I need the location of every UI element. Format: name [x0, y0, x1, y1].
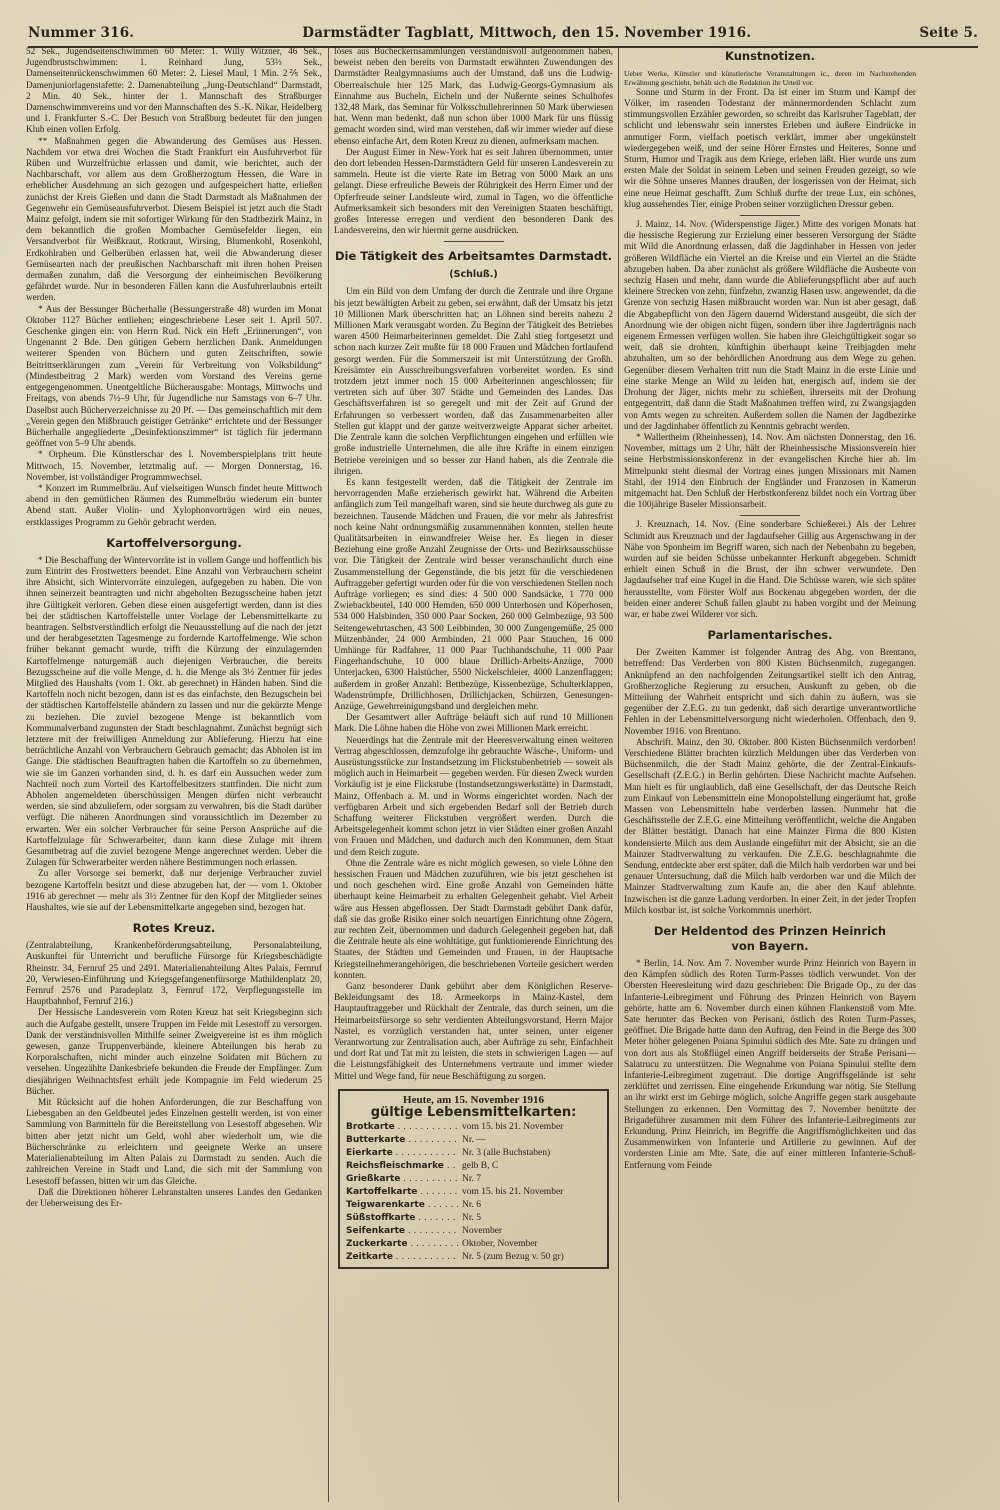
ration-value: gelb B, C — [462, 1161, 499, 1172]
divider — [444, 241, 504, 242]
page-number: Seite 5. — [919, 25, 978, 41]
ration-row — [346, 1173, 601, 1186]
ration-value: November — [462, 1226, 503, 1237]
ration-value: vom 15. bis 21. November — [462, 1187, 564, 1198]
ration-label: Teigwarenkarte . . . — [346, 1199, 458, 1212]
article-rotes-kreuz-addresses: (Zentralabteilung, Krankenbeförderungsabteilung, Personalabteilung, Auskunftei für Unterricht und berufliche Fürsorge für Kriegsbeschädigte Rheinstr. 34, Fernruf 25 und 2491. Materialienabteilung Altes Palais, Fernruf 20, Verwiesen-Einführung und Kriegsgefangenenfürsorge Mathildenplatz 20, Fernruf 2576 und Paradeplatz 3, Fernruf 172, Verpflegungsstelle im Hauptbahnhof, Fernruf 216.) — [26, 941, 322, 1008]
ration-label: Grießkarte . . . — [346, 1173, 458, 1186]
article-buecherhalle: * Aus der Bessunger Bücherhalle (Bessungerstraße 48) wurden im Monat Oktober 1127 Bücher entliehen; eingeschriebene Leser seit 1. April 507. Geschenke gingen ein: von Herrn Rud. Nick ein Heft „Erinnerungen“, von Ungenannt 2 Bde. Den gütigen Gebern herzlichen Dank. Anmeldungen weiterer Spenden von Büchern und guten Zeitschriften, sowie Beitrittserklärungen zum „Verein für Verbreitung von Volksbildung“ (Mindestbeitrag 2 Mark) werden vom Vorstand des Vereins gerne entgegengenommen. Unentgeltliche Bücherausgabe: Montags, Mittwochs und Freitags, von abends 7½–9 Uhr, für Jugendliche nur Samstags von 6–7 Uhr. Daselbst auch Bücherverzeichnisse zu 20 Pf. — Das gemeinschaftlich mit dem „Verein gegen den Mißbrauch geistiger Getränke“ errichtete und der Bessunger Bücherhalle angegliederte „Desinfektionszimmer“ ist täglich für jedermann geöffnet von 5–9 Uhr abends. — [26, 304, 322, 450]
ration-value: Nr. 6 — [462, 1200, 481, 1211]
heading-rotes-kreuz: Rotes Kreuz. — [132, 921, 216, 936]
ration-card-box — [338, 1089, 609, 1269]
heading-kunstnotizen: Kunstnotizen. — [724, 49, 815, 63]
ration-row — [346, 1121, 601, 1134]
article-kreuznach: J. Kreuznach, 14. Nov. (Eine sonderbare Schießerei.) Als der Lehrer Schmidt aus Kreuznach und der Jagdaufseher Gillig aus Argenschwang in der Nähe von Sponheim im Begriff waren, sich nach der Nebenbahn zu begeben, wurden auf sie beiden Schüsse unbekannter Herkunft abgegeben. Schmidt erhielt einen Schuß in die Brust, der ihn schwer verwundete. Den Jagdaufseher traf eine Kugel in die Hand. Die Schüsse waren, wie sich später herausstellte, vom Förster Wolf aus Bockenau abgegeben worden, der die beiden einer anderer Schuß fallen glaubt zu haben vorgibt und der Meinung war, er habe zwei Wilderer vor sich. — [624, 520, 916, 620]
ration-row — [346, 1199, 601, 1212]
column-2 — [334, 47, 613, 1502]
ration-row — [346, 1134, 601, 1147]
article-orpheum: * Orpheum. Die Künstlerschar des I. Novemberspielplans tritt heute Mittwoch, 15. November, letztmalig auf. — Morgen Donnerstag, 16. November, ist vollständiger Programmwechsel. — [26, 450, 322, 483]
article-arbeitsamt-3: Der Gesamtwert aller Aufträge beläuft sich auf rund 10 Millionen Mark. Die Löhne haben die Höhe von zwei Millionen Mark erreicht. — [334, 713, 613, 735]
article-gemuese: ** Maßnahmen gegen die Abwanderung des Gemüses aus Hessen. Nachdem vor etwa drei Wochen die Stadt Frankfurt ein Ausfuhrverbot für Rüben und Wurzelfrüchte erlassen und damit, wie berichtet, auch der Nachbarschaft, vor allem aus dem Großherzogtum Hessen, die Ware in erheblicher Ausdehnung an sich gezogen und aufgespeichert hatte, erließen zunächst der Kreis Gießen und dann die Stadt Darmstadt als Maßnahmen der Gegenwehr ein Gemüseausfuhrverbot. Diesem Beispiel ist jetzt auch die Stadt Mainz gefolgt, indem sie mit sofortiger Wirkung für den Stadtbezirk Mainz, in dem bekanntlich die großen Mombacher Gemüsefelder liegen, ein Versandverbot für Weißkraut, Rotkraut, Wirsing, Blumenkohl, Rosenkohl, Erdkohlraben und Gelberüben erlassen hat, weil die Abwanderung dieser Gemüsearten nach der preußischen Nachbarschaft mit ihren hohen Preisen dermaßen zunahm, daß die Versorgung der einheimischen Bevölkerung gefährdet wurde. Nur in besonderen Fällen kann die Ausfuhrerlaubnis erteilt werden. — [26, 136, 322, 304]
ration-label: Brotkarte . . . — [346, 1121, 458, 1134]
article-kartoffel-2: Zu aller Vorsorge sei bemerkt, daß nur derjenige Verbraucher zuviel bezogene Kartoffeln besitzt und diese abzugeben hat, der — vom 1. Oktober 1916 ab gerechnet — mehr als 3½ Zentner für den Kopf der Mitglieder seines Haushaltes, wie sie auf der Lebensmittelkarte angegeben sind, bezogen hat. — [26, 869, 322, 914]
column-rule — [618, 47, 619, 1502]
ration-label: Seifenkarte . . . — [346, 1225, 458, 1238]
heading-heldentod-2: von Bayern. — [731, 939, 809, 954]
article-arbeitsamt-5: Ohne die Zentrale wäre es nicht möglich gewesen, so viele Löhne den hessischen Frauen und Mädchen zuzuführen, wie bis jetzt geschehen ist und noch geschehen wird. Eine große Anzahl von Gemeinden hätte überhaupt keine Heimarbeit zu erhalten Gelegenheit gehabt. Viel Arbeit wäre aus Hessen abgeflossen. Der Stadt Darmstadt gebührt Dank dafür, daß sie das große Risiko einer solch neuartigen Einrichtung ohne Zögern, zur rechten Zeit, übernommen und dadurch Gelegenheit gegeben hat, daß die Zentrale heute als eine wohltätige, gut funktionierende Einrichtung des Staates, der Städten und Gemeinden und Frauen, in der Hauptsache Kriegsteilnehmerangehörigen, die beschriebenen Vorteile gesichert werden konnten. — [334, 858, 613, 981]
column-1 — [26, 47, 322, 1502]
divider — [740, 215, 800, 216]
article-wallertheim: * Wallertheim (Rheinhessen), 14. Nov. Am nächsten Donnerstag, den 16. November, mittags um 2 Uhr, hält der Rheinhessische Missionsverein hier seine Herbstmissionskonferenz in der evangelischen Kirche hier ab. Im Mittelpunkt steht diesmal der Vortrag eines jungen Missionars mit Namen Stahl, der 1914 den Einbruch der Engländer und Franzosen in Kamerun mitgemacht hat. Den Schluß der Herbstkonferenz bildet noch ein Vortrag über die 100jährige Baseler Missionsarbeit. — [624, 432, 916, 511]
issue-number: Nummer 316. — [28, 25, 135, 41]
article-arbeitsamt-4: Neuerdings hat die Zentrale mit der Heeresverwaltung einen weiteren Vertrag abgeschlossen, demzufolge ihr gebrauchte Wäsche-, Uniform- und Ausrüstungsstücke zur Instandsetzung im Flickstubenbetrieb — soweit als möglich auch in Heimarbeit — gegeben werden. Für diesen Zweck wurden Vorkäufig ist je eine Flickstube (Instandsetzungswerkstätte) in Darmstadt, Mainz, Offenbach a. M. und in Worms eingerichtet worden. Nach der verfügbaren Arbeit und sich ergebenden Bedarf soll der Betrieb durch Schaffung weiterer Flickstuben vergrößert werden. Durch die Arbeitsgelegenheit kommt schon jetzt in vier Städten einer großen Anzahl von Frauen und Mädchen, und dadurch auch den Kommunen, dem Staat und dem Reich zugute. — [334, 735, 613, 858]
ration-row — [346, 1186, 601, 1199]
ration-value: Oktober, November — [462, 1239, 538, 1250]
ration-label: Reichsfleischmarke . . . — [346, 1160, 458, 1173]
article-arbeitsamt-1: Um ein Bild von dem Umfang der durch die Zentrale und ihre Organe bis jetzt bewältigten Arbeit zu geben, sei erwähnt, daß der Umsatz bis jetzt 10 Millionen Mark überschritten hat; an Löhnen sind bereits nahezu 2 Millionen Mark verausgabt worden. Zu Beginn der Tätigkeit des Betriebes waren 4500 Heimarbeiterinnen gemeldet. Die Zahl stieg fortgesetzt und schon nach kurzer Zeit mußte für 18 000 Frauen und Mädchen fortlaufend gesorgt werden. Für die Sommerszeit ist mit Unterstützung der Großh. Kreisämter ein Ausschreibungsverfahren vorbereitet worden. Es sind trotzdem jetzt immer noch 15 000 Arbeiterinnen angeschlossen; für vertreten sich auf über 307 Städte und Gemeinden des Landes. Das Geschäftsverfahren ist so geregelt und mit der Zeit auf Grund der Erfahrungen so verbessert worden, daß das Zusammenarbeiten aller Stellen gut klappt und der ganze weitverzweigte Apparat sicher arbeitet. Die Zentrale kann die solchen Verpflichtungen eingehen und erfüllen wie große industrielle Unternehmen, die alle ihre Kräfte in einem einzigen Betriebe vereinigen und so besser zur Hand haben, als die Zentrale die ihrigen. — [334, 287, 613, 477]
article-eimer: Der August Eimer in New-York hat es seit Jahren übernommen, unter den dort lebenden Hessen-Darmstädtern Geld für unseren Landesverein zu sammeln. Heute ist die vierte Rate im Betrag von 5000 Mark an uns gelangt. Diese erfreuliche Beweis der Rührigkeit des Herrn Eimer und der Opferfreude seiner Landsleute wird, zumal in Tagen, wo die öffentliche Aufmerksamkeit sich besonders mit den Vereinigten Staaten beschäftigt, großes Interesse erregen und verdient den besonderen Dank des Landesvereins, den wir hiermit gerne ausdrücken. — [334, 147, 613, 237]
divider — [740, 515, 800, 516]
article-kartoffel-1: * Die Beschaffung der Wintervorräte ist in vollem Gange und hoffentlich bis zum Eintritt des Frostwetters beendet. Eine Anzahl von Verbrauchern scheint ihre Absicht, sich Wintervorräte einzulegen, aufgegeben zu haben. Die von ihnen seinerzeit beantragten und nicht abgeholten Bezugsscheine haben jetzt ihre Gültigkeit verloren. Geben diese einen ausgefertigt werden, dann ist dies bei der städtischen Kartoffelstelle unter Vorlage der Lebensmittelkarte zu beantragen. Selbstverständlich erfolgt die Neuausstellung auf die nach der jetzt und der herabgesetzten Tagesmenge zu fordernde Kartoffelmenge. Wie schon früher bekannt gemacht wurde, trifft die Kürzung der einzulagernden Kartoffelmenge naturgemäß auch diejenigen Verbraucher, die bereits Bezugsscheine auf die volle Menge, d. h. die Menge als 3½ Zentner für jedes Mitglied des Haushalts (vom 1. Okt. ab gerechnet) in Händen haben. Sind die Kartoffeln noch nicht bezogen, dann ist es das einfachste, den Bezugschein bei der städtischen Kartoffelstelle abändern zu lassen und nur die gekürzte Menge zu beziehen. Die zuviel bezogene Menge ist bekanntlich vom Kommunalverband zugunsten der Stadt beschlagnahmt. Zunächst begnügt sich letztere mit der freiwilligen Anmeldung zur Ablieferung. Hierzu hat eine beträchtliche Anzahl von Verbrauchern Gebrauch gemacht; das Abholen ist im Gange. Die städtischen Beauftragten haben die Kartoffeln so zu übernehmen, wie sie im Ganzen vorhanden sind, d. h. es darf ein Aussuchen weder zum Nachteil noch zum Vorteil des Kartoffelbesitzers stattfinden. Die nicht zum Abholen angemeldeten überschüssigen Mengen dürfen nicht verbraucht werden, sie sind abzuliefern, oder sorgsam zu verwahren, bis die Stadt darüber verfügt. Die näheren Anordnungen sind voraussichtlich im Dezember zu erwarten. Wer ein solcher Verbraucher für seine Person Ansprüche auf die Kartoffelzulage für Schwerarbeiter, dann kann diese Zulage mit ihrem Gesamtbetrag auf die zuviel bezogene Menge angerechnet werden. Ueber die Zulagen für Schwerarbeiter werden nähere Bestimmungen noch erlassen. — [26, 555, 322, 869]
column-rule — [328, 47, 329, 1502]
heading-kartoffelversorgung: Kartoffelversorgung. — [106, 535, 242, 550]
heading-arbeitsamt: Die Tätigkeit des Arbeitsamtes Darmstadt. — [334, 249, 613, 264]
article-bucheckern: löses aus Bucheckernsammlungen verständnisvoll aufgenommen haben, beweist neben den bereits von Darmstadt erwähnten Zuwendungen des Darmstädter Realgymnasiums auch der Umstand, daß uns die Ludwig-Oberrealschule hier 125 Mark, das Ludwig-Georgs-Gymnasium als Einnahme aus Bucheln, Eicheln und der Nußernte seines Schulhofes 132,48 Mark, das Seminar für Volksschullehrerinnen 50 Mark überwiesen hat. Wenn man bedenkt, daß nun schon über 1000 Mark für uns flüssig gemacht worden sind, wird man verstehen, daß wir immer wieder auf diese ebenso einfache Art, dem Roten Kreuz zu dienen, aufmerksam machen. — [334, 47, 613, 147]
ration-row — [346, 1212, 601, 1225]
ration-label: Kartoffelkarte . . . — [346, 1186, 458, 1199]
heading-schluss: (Schluß.) — [449, 269, 498, 281]
ration-box-title: gültige Lebensmittelkarten: — [370, 1105, 577, 1121]
ration-label: Süßstoffkarte . . . — [346, 1212, 458, 1225]
article-prinz-heinrich: * Berlin, 14. Nov. Am 7. November wurde Prinz Heinrich von Bayern in den Kämpfen südlich des Roten Turm-Passes tödlich verwundet. Von der Obersten Heeresleitung wird dazu geschrieben: Die Brigade Op., zu der das Infanterie-Leibregiment und Führung des Prinzen Heinrich von Bayern gehörte, hatte am 6. November durch einen kühnen Flankenstoß vom Mte. Sate herunter das Becken von Perisani, östlich des Roten Turm-Passes, geöffnet. Die Brigade hatte dann den Auftrag, den Feind in die Berge des 300 Meter höher gelegenen Poiana Spinului südlich des Mte. Sate zu drängen und von dort aus als Stoßflügel einen Angriff beiderseits der Straße Perisani—Salatrucu zu unterstützen. Die Wegnahme von Poiana Spinului stellte dem Infanterie-Leibregiment zugetraut. Die dortige Angriffsgelände ist sehr zerklüftet und zerrissen. Eine eingehende Erkundung war nötig. Sie Stellung an ihr wirkt erst im Gebirge möglich, solche Angriffe gegen stark ausgebaute Stellungen zu erkennen. Den Vormittag des 7. November benützte der Brigadeführer zusammen mit dem Führer des Infanterie-Leibregiments zur Erkundung. Prinz Heinrich, im Begriffe die Angriffsmöglichkeiten und das Zusammenwirken von Infanterie und Artillerie zu gewinnen. Auf der vordersten Linie am Mte. Sate, die auf einer mittleren Infanterie-Schuß-Entfernung vom Feinde — [624, 959, 916, 1171]
page-header — [28, 20, 978, 48]
article-brentano: Der Zweiten Kammer ist folgender Antrag des Abg. von Brentano, betreffend: Das Verderben von 800 Kisten Büchsenmilch, zugegangen. Anknüpfend an den nachfolgenden Zeitungsartikel stellt ich den Antrag, Großherzogliche Regierung zu ersuchen, Auskunft zu geben, ob die Mitteilung der Wahrheit entspricht und sich dahin zu äußern, was sie gegenüber der Z.E.G. zu tun gedenkt, daß sich derartige unverantwortliche Fehlen in der Lebensmittelversorgung nicht wiederholen. Offenbach, den 9. November 1916. von Brentano. — [624, 648, 916, 737]
article-mainz-jaeger: J. Mainz, 14. Nov. (Widerspenstige Jäger.) Mitte des vorigen Monats hat die hessische Regierung zur Erzielung einer besseren Versorgung der Städte mit Wild die Anordnung erlassen, daß die Jagdinhaber in Hessen von jeder größeren Wildfläche ein Viertel an die Kreise und ein Viertel an die Städte abzugeben haben. Da aber zunächst als größere Wildfläche die Ausbeute von sechzig Hasen und mehr, dann wurde die Ablieferungspflicht aber auf auch kleinere Strecken von zehn, fünfzehn, zwanzig Hasen usw. angewendet, da die Grenze von sechzig Hasen mißbraucht worden war. Nun ist aber gesagt, daß die Abgabepflicht von den Jägern dauernd Widerstand ausgeübt, die sich der Anordnung wie der obigen nicht fügen, sondern über ihre Jagderträgnis nach eigenem Ermessen verfügen wollen. Sie haben ihre Gleichgültigkeit sogar so weit, daß sie drohten, künftighin überhaupt keine Treibjagden mehr abzuhalten, um so der behördlichen Anordnung aus dem Wege zu gehen. Gegenüber diesem Verhalten tritt nun die Stadt Mainz in die erste Linie und eine starke Menge an Wild zu leiden hat, energisch auf, indem sie der Drohung der Jäger, nichts mehr zu schießen, ihrerseits mit der Drohung entgegentritt, daß dann die Stadt Maßnahmen treffen wird, zu Zwangsjagden von Amts wegen zu schreiten. Außerdem sollen die Namen der Jagdbezirke und der Jagdinhaber öffentlich zu Kenntnis gebracht werden. — [624, 220, 916, 432]
article-arbeitsamt-6: Ganz besonderer Dank gebührt aber dem Königlichen Reserve-Bekleidungsamt des 18. Armeekorps in Mainz-Kastel, dem Hauptauftraggeber und Rückhalt der Zentrale, das durch seinen, um die Heimarbeitsfürsorge so sehr verdienten Abteilungsvorstand, Herrn Major Nastel, es vorzüglich verstanden hat, unter seinen, unter eigener Verantwortung zur Zentralisation auch, aber Aufträge zu sehr, Einfachheit und dort Rat und Tat mit zu leisten, die stets in schwierigen Lagen — auf die Leistungsfähigkeit des Unternehmens vertraute und immer wieder Mittel und Wege fand, für neue Beschäftigung zu sorgen. — [334, 982, 613, 1082]
ration-label: Eierkarte . . . — [346, 1147, 458, 1160]
article-arbeitsamt-2: Es kann festgestellt werden, daß die Tätigkeit der Zentrale im hervorragenden Maße erzieherisch gewirkt hat. Während die Arbeiten anfänglich zum Teil mangelhaft waren, sind sie heute durchweg als gute zu bezeichnen. Tausende Mädchen und Frauen, die vor mehr als Jahresfrist noch keine Naht ordnungsmäßig zusammennähen konnten, stellen heute Qualitätsarbeiten in einwandfreier Weise her. Es liegen in dieser Beziehung eine große Anzahl Zeugnisse der Orts- und Bezirksausschüsse vor. Die Tätigkeit der Zentrale wird besser veranschaulicht durch eine Zusammenstellung der Gegenstände, die bis jetzt für die verschiedenen Auftraggeber gefertigt wurden oder für die von verschiedenen Stellen noch Aufträge vorliegen; es sind dies: 4 500 000 Sandsäcke, 1 770 000 Zwiebackbeutel, 140 000 Hemden, 650 000 Unterhosen und Köperhosen, 534 000 Halsbinden, 350 000 Paar Socken, 260 000 Gelmbezüge, 93 500 Seitengewehrtaschen, 43 500 Leibbinden, 30 000 Zungengemüße, 25 000 Mützenbänder, 24 000 Armbinden, 21 000 Paar Stauchen, 16 000 Umhänge für Radfahrer, 11 000 Paar Tuchhandschuhe, 11 000 Paar Fingerhandschuhe, 10 000 blaue Drillich-Arbeits-Anzüge, 7000 Unterjacken, 6300 Halstücher, 5500 Nickelschleier, 4000 Lanzenflaggen; außerdem in großer Anzahl: Bettbezüge, Kissenbezüge, Schulterklappen, Wadenstrümpfe, Drillichhosen, Drillichjacken, Schürzen, Genesungen-Anzüge, Gewehrreinigungsband und dergleichen mehr. — [334, 477, 613, 712]
column-3 — [624, 47, 916, 1502]
article-swimming-results: 52 Sek., Jugendseitenschwimmen 60 Meter: 1. Willy Witzner, 46 Sek., Jugendbrustschwimmen: 1. Reinhard Jung, 53⅔ Sek., Damenseitenrückenschwimmen 60 Meter: 2. Liesel Maul, 1 Min. 2⅖ Sek., Damenjuniorlagenstafette: 2. Damenabteilung „Jung-Deutschland“ Darmstadt, 2 Min. 40 Sek., hinter der 1. Mannschaft des Straßburger Damenschwimmvereins und vor den Mannschaften des S.-K. Nikar, Heidelberg und 1. Frankfurter S.-C. Der Besuch von Straßburg bedeutet für den jungen Klub einen vollen Erfolg. — [26, 47, 322, 136]
ration-row — [346, 1147, 601, 1160]
article-rotes-kreuz-2: Mit Rücksicht auf die hohen Anforderungen, die zur Beschaffung von Liebesgaben an den Geldbeutel jedes Einzelnen gestellt werden, ist von einer Sammlung von Barmitteln für die Bereitstellung von Lesestoff abgesehen. Wir bitten aber jetzt nicht um Geld, wohl aber wiederholt um, wie die Bücherschränke zu erleichtern und geeignete Werke an unsere Materialienabteilung im Alten Palais zu Darmstadt zu senden. Auch die zahlreichen Vereine in Stadt und Land, die sich mit der Sammlung von Lesestoff befassen, bitten wir um das Gleiche. — [26, 1098, 322, 1187]
article-sonne-sturm: Sonne und Sturm in der Front. Da ist einer im Sturm und Kampf der Völker, im rasenden Todestanz der männermordenden Schlacht zum stimmungsvollen Erzähler geworden, so schreibt das Karlsruher Tageblatt, der schlicht und lebenswahr sein innerstes Erleben und äußere Eindrücke in anmutiger Form, vielfach poetisch verklärt, immer aber ungekünstelt wiedergegeben weiß, und der seine Hörer Ernstes und Heiteres, Sonne und Sturm, Humor und Tragik aus dem Kriege, erleben läßt. Hier wurde uns zum ersten Male der Soldat in seinem Leben und seinen Freuden gezeigt, so wie wir die Söhne unseres Mannes draußen, der losgerissen von der Heimat, sich eine neue Heimat geschafft. Zum Schluß durfte der treue Lux, ein schönes, klug aussehendes Tier, einige Proben seiner vorzüglichen Dressur geben. — [624, 87, 916, 210]
ration-value: Nr. — — [462, 1135, 486, 1146]
ration-row — [346, 1160, 601, 1173]
editorial-note: Ueber Werke, Künstler und künstlerische Veranstaltungen ic., deren im Nachstehenden Erwähnung geschieht, behält sich die Redaktion ihr Urteil vor. — [624, 69, 916, 88]
ration-row — [346, 1238, 601, 1251]
ration-row — [346, 1225, 601, 1238]
ration-box-date: Heute, am 15. November 1916 — [403, 1093, 544, 1106]
ration-row — [346, 1251, 601, 1264]
ration-value: Nr. 5 (zum Bezug v. 50 gr) — [462, 1252, 564, 1263]
ration-label: Zuckerkarte . . . — [346, 1238, 458, 1251]
newspaper-title: Darmstädter Tagblatt, Mittwoch, den 15. November 1916. — [302, 25, 752, 41]
ration-value: Nr. 3 (alle Buchstaben) — [462, 1148, 551, 1159]
article-konzert: * Konzert im Rummelbräu. Auf vielseitigen Wunsch findet heute Mittwoch abend in den gemütlichen Räumen des Rummelbräu wiederum ein bunter Abend statt. Außer Violin- und Xylophonvorträgen wird ein neues, erstklassiges Programm zu Gehör gebracht werden. — [26, 483, 322, 528]
ration-value: vom 15. bis 21. November — [462, 1122, 564, 1133]
article-buechsenmilch: Abschrift. Mainz, den 30. Oktober. 800 Kisten Büchsenmilch verdorben! Verschiedene Blätter brachten kürzlich Meldungen über das Verderben von Büchsenmilch, die der Stadt Mainz gehörte, die der Zentral-Einkaufs-Gesellschaft (Z.E.G.) in Berlin gehörten. Diese Nachricht machte Aufsehen. Man hielt es für unglaublich, daß eine Gesellschaft, der das Deutsche Reich zum Einkauf von Lebensmitteln eine Monopolstellung eingeräumt hat, große Massen von Lebensmitteln habe verderben lassen. Nunmehr hat die Geschäftsstelle der Z.E.G. eine Mitteilung veröffentlicht, welche die Angaben der Blätter bestätigt. Danach hat eine Mainzer Firma die 800 Kisten kondensierte Milch aus dem Auslande eingeführt mit der Absicht, sie an die Mainzer Stadtverwaltung zu verkaufen. Die Z.E.G. beschlagnahmte die Sendung, entdeckte aber erst später, daß die Milch halb verdorben war und bei genauer Untersuchung, daß die Milch halb verdorben war und die Milch der Mainzer Stadtverwaltung zum Kaufe an, die aber den Kauf ablehnte. Inzwischen ist die ganze Ladung verdorben. In einer Zeit, in der jeder Tropfen Milch kostbar ist, ist solche Vorkommnis unerhört. — [624, 737, 916, 916]
ration-value: Nr. 7 — [462, 1174, 481, 1185]
heading-parlamentarisches: Parlamentarisches. — [707, 628, 833, 643]
ration-label: Butterkarte . . . — [346, 1134, 458, 1147]
article-rotes-kreuz-3: Daß die Direktionen höherer Lehranstalten unseres Landes den Gedanken der Ueberweisung des Er- — [26, 1187, 322, 1209]
article-rotes-kreuz-1: Der Hessische Landesverein vom Roten Kreuz hat seit Kriegsbeginn sich auch die Aufgabe gestellt, unsere Truppen im Felde mit Lesestoff zu versorgen. Dank der verständnisvollen Mithilfe seiner Zweigvereine ist es ihm möglich gewesen, ganze Truppenverbände, kleinere Abteilungen bis herab zu Korporalschaften, nicht minder auch einzelne Soldaten mit Büchern zu versehen. Ungezählte Dankesbriefe bekunden die Freude der Empfänger. Zum diesjährigen Weihnachtsfest erhält jede Kompagnie im Feld wiederum 25 Bücher. — [26, 1008, 322, 1097]
heading-heldentod-1: Der Heldentod des Prinzen Heinrich — [653, 924, 887, 939]
ration-value: Nr. 5 — [462, 1213, 481, 1224]
ration-label: Zeitkarte . . . — [346, 1251, 458, 1264]
